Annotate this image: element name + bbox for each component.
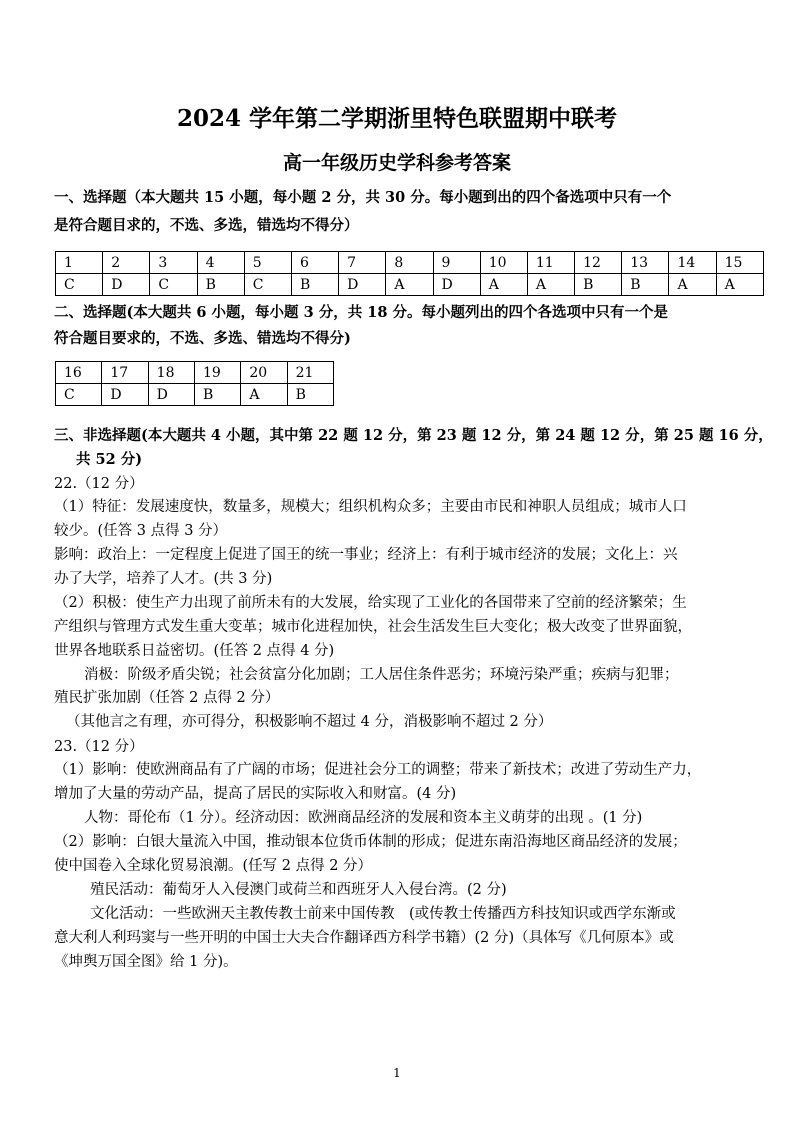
table-cell: 1: [56, 252, 103, 274]
q22-line: 较少。(任答 3 点得 3 分）: [54, 523, 228, 539]
table-cell: B: [291, 274, 338, 296]
section1-heading-line2: 是符合题目求的，不选、多选，错选均不得分）: [54, 217, 359, 234]
table-cell: 21: [287, 362, 333, 384]
table-cell: 4: [197, 252, 244, 274]
table-cell: 2: [103, 252, 150, 274]
table-cell: 20: [241, 362, 287, 384]
table-cell: D: [339, 274, 386, 296]
section3-heading-line1: 三、非选择题(本大题共 4 小题，其中第 22 题 12 分，第 23 题 12 分，第 24 题 12 分，第 25 题 16 分，: [54, 427, 773, 444]
table-cell: B: [287, 384, 333, 406]
table-cell: B: [622, 274, 669, 296]
table-cell: B: [197, 274, 244, 296]
table-cell: 5: [244, 252, 291, 274]
q22-line: 办了大学，培养了人才。(共 3 分): [54, 571, 273, 587]
table-cell: 13: [622, 252, 669, 274]
q23-line: 使中国卷入全球化贸易浪潮。(任写 2 点得 2 分）: [54, 858, 373, 874]
q22-heading: 22.（12 分）: [54, 476, 144, 492]
table-cell: C: [56, 274, 103, 296]
q23-line: 增加了大量的劳动产品，提高了居民的实际收入和财富。(4 分): [54, 786, 457, 802]
exam-subtitle: 高一年级历史学科参考答案: [282, 152, 511, 174]
answer-row: [56, 274, 764, 296]
section3-heading-line2: 共 52 分): [76, 451, 143, 468]
q23-line: 文化活动：一些欧洲天主教传教士前来中国传教 (或传教士传播西方科技知识或西学东渐或: [90, 906, 676, 922]
section2-heading-line2: 符合题目要求的，不选、多选、错选均不得分): [54, 330, 351, 347]
table-cell: 18: [148, 362, 194, 384]
table-cell: 3: [150, 252, 197, 274]
table-cell: 12: [575, 252, 622, 274]
table-cell: B: [194, 384, 240, 406]
q23-line: 意大利人利玛窦与一些开明的中国士大夫合作翻译西方科学书籍）(2 分)（具体写《几何原本》或: [54, 930, 674, 946]
section2-heading-line1: 二、选择题(本大题共 6 小题，每小题 3 分，共 18 分。每小题列出的四个各选项中只有一个是: [54, 304, 669, 321]
q23-line: 《坤舆万国全图》给 1 分)。: [54, 954, 238, 970]
table-cell: B: [575, 274, 622, 296]
table-cell: A: [386, 274, 433, 296]
table-cell: D: [433, 274, 480, 296]
table-cell: 14: [669, 252, 716, 274]
exam-title: 2024 学年第二学期浙里特色联盟期中联考: [176, 105, 618, 132]
table-cell: 9: [433, 252, 480, 274]
q22-line: 世界各地联系日益密切。(任答 2 点得 4 分): [54, 643, 335, 659]
q23-line: （1）影响：使欧洲商品有了广阔的市场；促进社会分工的调整；带来了新技术；改进了劳动生产力，: [54, 762, 702, 778]
table-cell: 6: [291, 252, 338, 274]
table-cell: 17: [102, 362, 148, 384]
table-cell: A: [527, 274, 574, 296]
table-cell: A: [241, 384, 287, 406]
table-cell: D: [148, 384, 194, 406]
q23-line: （2）影响：白银大量流入中国，推动银本位货币体制的形成；促进东南沿海地区商品经济的发展；: [54, 834, 687, 850]
table-cell: 8: [386, 252, 433, 274]
section1-heading-line1: 一、选择题（本大题共 15 小题，每小题 2 分，共 30 分。每小题到出的四个备选项中只有一个: [54, 189, 672, 206]
table-cell: 10: [480, 252, 527, 274]
table-cell: 7: [339, 252, 386, 274]
q22-line: （2）积极：使生产力出现了前所未有的大发展，给实现了工业化的各国带来了空前的经济繁荣；生: [54, 595, 687, 611]
section2-answer-table: [55, 361, 334, 406]
table-cell: 19: [194, 362, 240, 384]
table-cell: A: [716, 274, 763, 296]
table-cell: C: [56, 384, 102, 406]
section1-answer-table: [55, 251, 764, 296]
table-cell: C: [244, 274, 291, 296]
question-number-row: [56, 362, 334, 384]
question-number-row: [56, 252, 764, 274]
table-cell: D: [102, 384, 148, 406]
q22-line: 影响：政治上：一定程度上促进了国王的统一事业；经济上：有利于城市经济的发展；文化上：兴: [54, 547, 678, 563]
table-cell: 11: [527, 252, 574, 274]
q23-heading: 23.（12 分）: [54, 739, 144, 755]
table-cell: 16: [56, 362, 102, 384]
q22-line: 消极：阶级矛盾尖锐；社会贫富分化加剧；工人居住条件恶劣；环境污染严重；疾病与犯罪；: [84, 667, 679, 683]
q22-line: 殖民扩张加剧（任答 2 点得 2 分）: [54, 690, 280, 706]
q22-line: 产组织与管理方式发生重大变革；城市化进程加快，社会生活发生巨大变化；极大改变了世界面貌，: [54, 619, 692, 635]
table-cell: C: [150, 274, 197, 296]
page-number: 1: [393, 1066, 401, 1080]
table-cell: A: [669, 274, 716, 296]
table-cell: A: [480, 274, 527, 296]
q22-note: （其他言之有理，亦可得分，积极影响不超过 4 分，消极影响不超过 2 分）: [66, 714, 553, 730]
table-cell: 15: [716, 252, 763, 274]
q23-line: 殖民活动：葡萄牙人入侵澳门或荷兰和西班牙人入侵台湾。(2 分): [90, 882, 507, 898]
answer-row: [56, 384, 334, 406]
table-cell: D: [103, 274, 150, 296]
q22-line: （1）特征：发展速度快，数量多，规模大；组织机构众多；主要由市民和神职人员组成；城市人口: [54, 499, 687, 515]
q23-line: 人物：哥伦布（1 分）。经济动因：欧洲商品经济的发展和资本主义萌芽的出现 。(1 分): [84, 810, 643, 826]
